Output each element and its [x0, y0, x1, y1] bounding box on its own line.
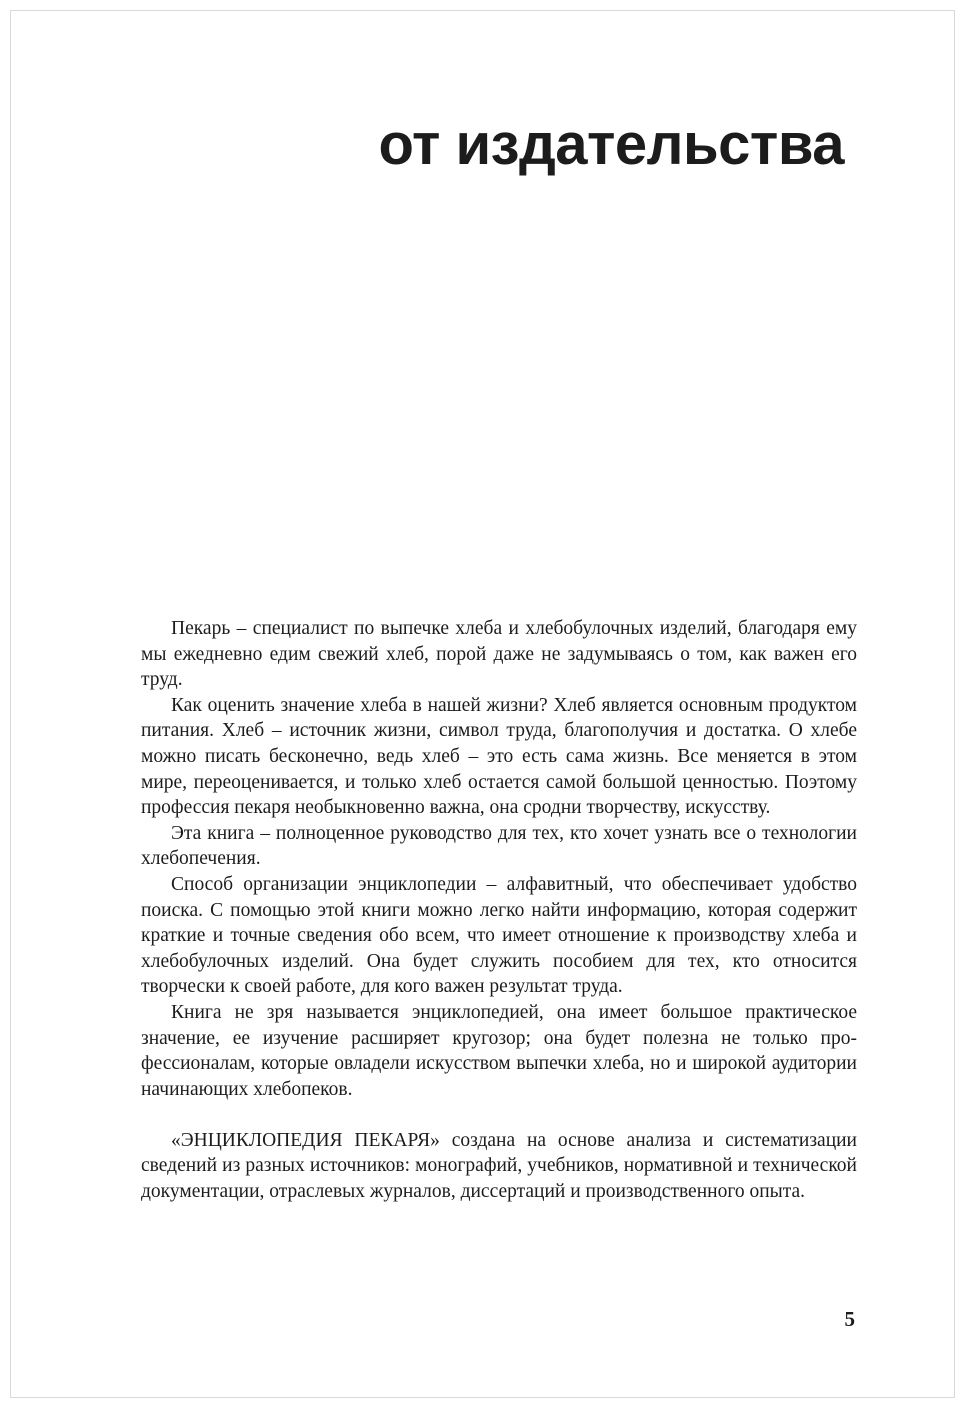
paragraph-bread-value: Как оценить значение хлеба в нашей жизни? Хлеб является основным продуктом питания. Хлеб – источник жизни, символ труда, благополучия и достатка. О хлебе можно писать бесконечно, ведь хлеб – это есть сама жизнь. Все меняется в этом мире, переоценивается, и только хлеб остается самой большой ценностью. Поэтому профессия пекаря необыкновенно важна, она сродни творчеству, искусству.	[141, 694, 857, 819]
page-number: 5	[844, 1307, 855, 1331]
paragraph-encyclopedia: Книга не зря называется энциклопедией, она имеет большое практическое значение, ее изучение расширяет кругозор; она будет полезна не только профессионалам, которые овладели искусством выпечки хлеба, но и широкой аудитории начинающих хлебопеков.	[141, 1001, 857, 1100]
page-title: от издательства	[378, 112, 844, 177]
paragraph-sources: «ЭНЦИКЛОПЕДИЯ ПЕКАРЯ» создана на основе анализа и систематизации сведений из разных источников: монографий, учебников, нормативной и технической документации, отраслевых журналов, диссертаций и производственного опыта.	[141, 1129, 857, 1203]
body-text	[141, 616, 857, 1205]
paragraph-baker: Пекарь – специалист по выпечке хлеба и хлебобулочных изделий, благодаря ему мы ежедневно едим свежий хлеб, порой даже не задумываясь о том, как важен его труд.	[141, 618, 857, 691]
book-page	[10, 10, 955, 1398]
paragraph-organization: Способ организации энциклопедии – алфавитный, что обеспечивает удобство поиска. С помощью этой книги можно легко найти информацию, которая содержит краткие и точные сведения обо всем, что имеет отношение к производству хлеба и хлебобулочных изделий. Она будет служить пособием для тех, кто относится творчески к своей работе, для кого важен результат труда.	[141, 873, 857, 998]
paragraph-book-guide: Эта книга – полноценное руководство для тех, кто хочет узнать все о технологии хлебопечения.	[141, 822, 857, 870]
